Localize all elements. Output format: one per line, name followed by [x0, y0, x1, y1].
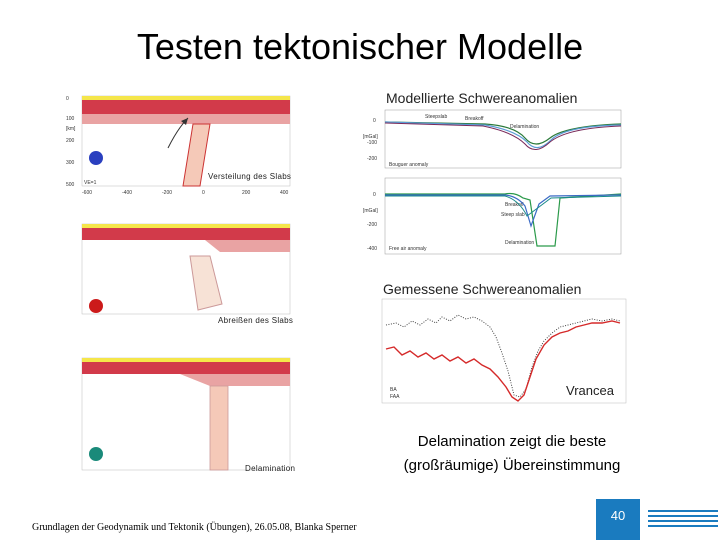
conclusion-line-2: (großräumige) Übereinstimmung: [403, 457, 621, 474]
delaminated-slab: [210, 386, 228, 470]
model-marker-blue: [89, 151, 103, 165]
tectonic-models-figure: [60, 90, 310, 490]
panel-caption: Free air anomaly: [389, 246, 427, 252]
y-tick: 300: [66, 160, 75, 166]
crust-layer: [82, 362, 290, 374]
y-unit: [mGal]: [363, 208, 378, 214]
model-label-steepening: Versteilung des Slabs: [208, 172, 292, 181]
logo-stripe: [648, 510, 718, 512]
x-tick: -400: [122, 190, 133, 196]
vertical-exaggeration: VE=1: [84, 180, 97, 186]
logo-stripe: [648, 515, 718, 517]
y-tick: 0: [373, 192, 376, 198]
panel-caption: Bouguer anomaly: [389, 162, 429, 168]
logo-stripe: [648, 520, 718, 522]
university-logo-stripes: [644, 508, 720, 530]
y-tick: 200: [66, 138, 75, 144]
x-tick: -600: [82, 190, 93, 196]
slide-title: Testen tektonischer Modelle: [136, 26, 584, 67]
modelled-gravity-heading: Modellierte Schwereanomalien: [386, 90, 578, 106]
measured-gravity-heading: Gemessene Schwereanomalien: [383, 281, 582, 297]
logo-stripe: [648, 525, 718, 527]
y-tick: -100: [367, 140, 378, 146]
model-breakoff-section: [82, 224, 290, 314]
x-tick: 200: [242, 190, 251, 196]
sediment-layer: [82, 96, 290, 100]
legend-breakoff: Breakoff: [465, 116, 484, 122]
model-label-breakoff: Abreißen des Slabs: [218, 316, 294, 325]
free-air-anomaly-panel: [355, 176, 625, 256]
x-tick: 400: [280, 190, 289, 196]
legend-steepslab: Steep slab: [501, 212, 525, 218]
bouguer-anomaly-panel: [355, 108, 625, 170]
model-delamination-section: [82, 358, 290, 470]
legend-steepslab: Steepslab: [425, 114, 448, 120]
sediment-layer: [82, 224, 290, 228]
legend-delamination: Delamination: [505, 240, 535, 246]
page-number: 40: [610, 508, 626, 523]
model-marker-red: [89, 299, 103, 313]
model-label-delamination: Delamination: [245, 464, 296, 473]
y-tick: 100: [66, 116, 75, 122]
model-marker-teal: [89, 447, 103, 461]
panel-frame: [385, 110, 621, 168]
crust-layer: [82, 100, 290, 114]
y-tick: -200: [367, 222, 378, 228]
y-tick: 0: [373, 118, 376, 124]
sediment-layer: [82, 358, 290, 362]
legend-ba: BA: [390, 387, 397, 393]
y-tick: 0: [66, 96, 69, 102]
legend-breakoff: Breakoff: [505, 202, 524, 208]
x-tick: -200: [162, 190, 173, 196]
region-label: Vrancea: [566, 383, 614, 398]
legend-delamination: Delamination: [510, 124, 540, 130]
x-tick: 0: [202, 190, 205, 196]
legend-faa: FAA: [390, 394, 400, 400]
y-unit: [mGal]: [363, 134, 378, 140]
y-tick: 500: [66, 182, 75, 188]
footer-citation: Grundlagen der Geodynamik und Tektonik (Übungen), 26.05.08, Blanka Sperner: [32, 522, 357, 533]
y-tick: -200: [367, 156, 378, 162]
y-tick: -400: [367, 246, 378, 252]
y-unit: [km]: [66, 126, 76, 132]
conclusion-line-1: Delamination zeigt die beste: [417, 433, 607, 450]
conclusion-text: [362, 430, 662, 478]
crust-layer: [82, 228, 290, 240]
